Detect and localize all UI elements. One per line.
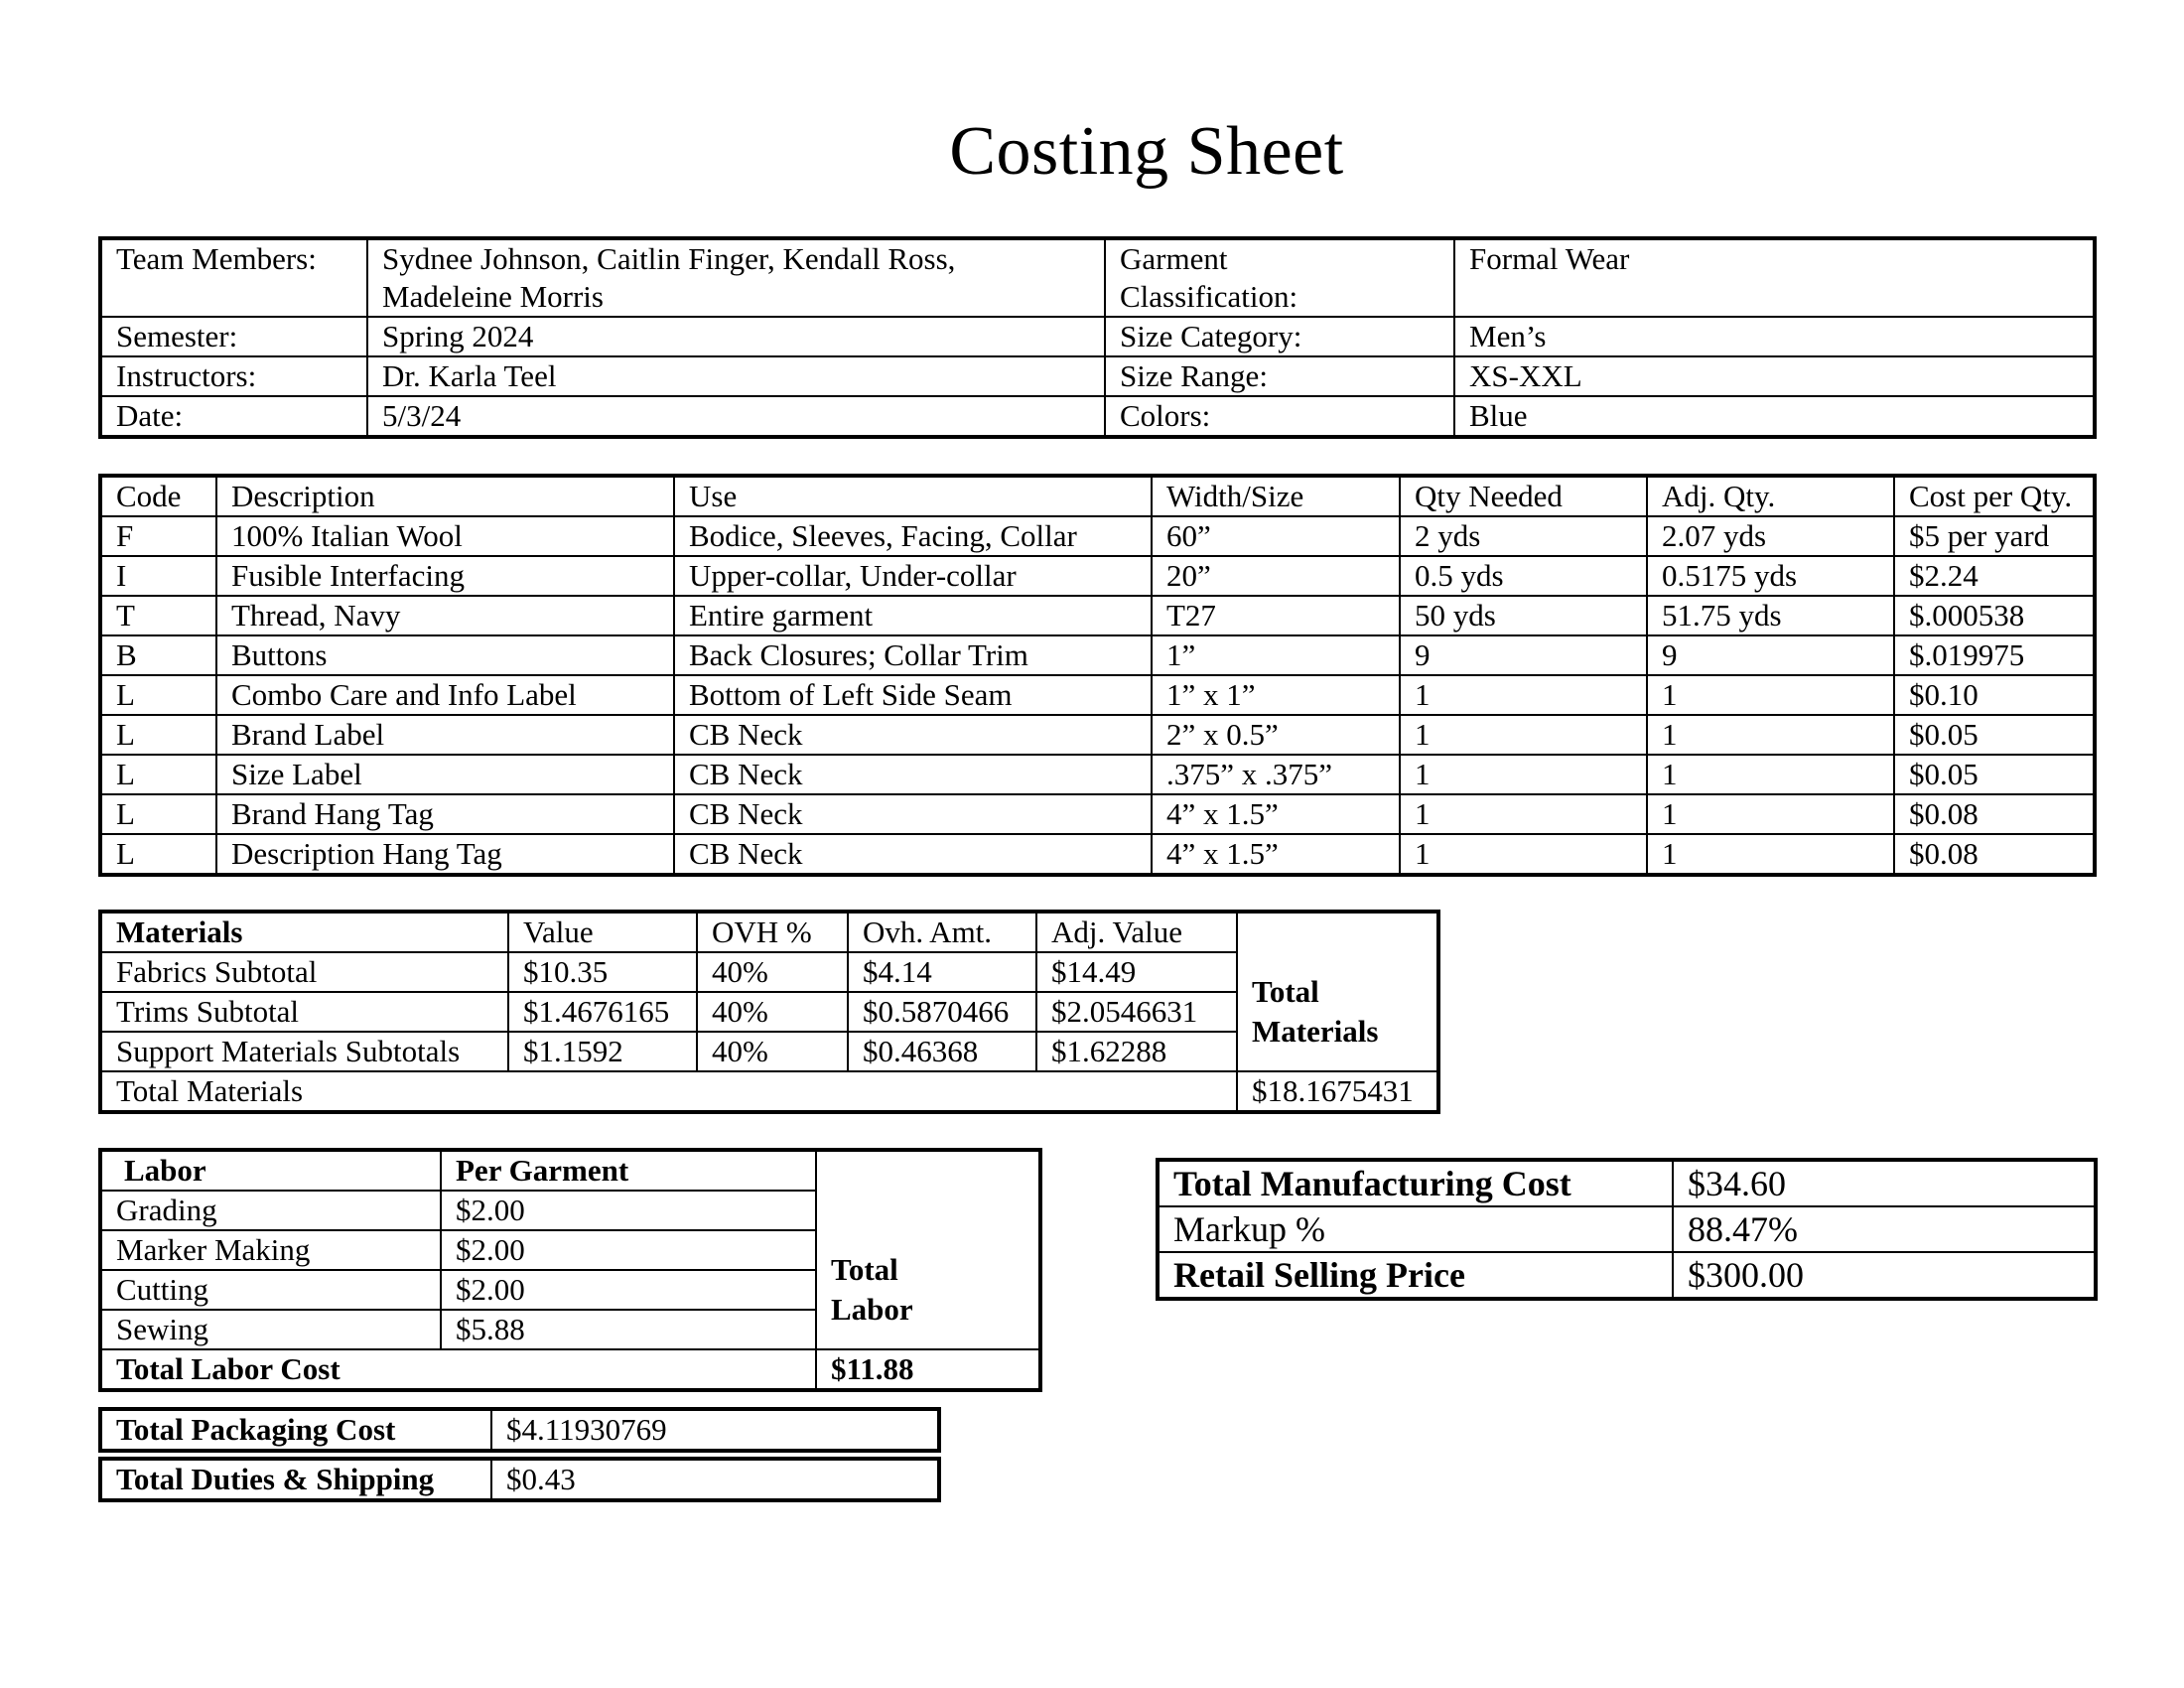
retail-price-value: $300.00 (1673, 1252, 2095, 1298)
table-cell: $0.5870466 (848, 992, 1036, 1032)
packaging-label: Total Packaging Cost (101, 1410, 491, 1450)
labor-header-row (101, 1151, 1039, 1191)
table-cell: 100% Italian Wool (216, 516, 674, 556)
table-cell: $0.05 (1894, 755, 2094, 794)
column-header: Labor (101, 1151, 441, 1191)
shipping-table (100, 1459, 939, 1500)
table-row (101, 635, 2094, 675)
total-labor-label: Total Labor Cost (101, 1349, 816, 1389)
table-cell: $2.00 (441, 1191, 816, 1230)
table-cell: 4” x 1.5” (1152, 834, 1400, 874)
table-cell: B (101, 635, 216, 675)
info-row (101, 317, 2094, 356)
table-cell: $5.88 (441, 1310, 816, 1349)
items-table (100, 476, 2095, 875)
table-cell: .375” x .375” (1152, 755, 1400, 794)
labor-table (100, 1150, 1040, 1390)
size-range-value: XS-XXL (1454, 356, 2094, 396)
size-category-label: Size Category: (1105, 317, 1454, 356)
colors-label: Colors: (1105, 396, 1454, 436)
table-cell: 1 (1647, 755, 1894, 794)
table-cell: 1 (1647, 675, 1894, 715)
column-header: Use (674, 477, 1152, 516)
packaging-table (100, 1409, 939, 1451)
total-materials-value: $18.1675431 (1237, 1071, 1437, 1111)
retail-price-label: Retail Selling Price (1159, 1252, 1673, 1298)
table-cell: 50 yds (1400, 596, 1647, 635)
markup-value: 88.47% (1673, 1206, 2095, 1252)
table-cell: $2.24 (1894, 556, 2094, 596)
table-cell: 40% (697, 952, 848, 992)
table-cell: 2 yds (1400, 516, 1647, 556)
table-cell: 2” x 0.5” (1152, 715, 1400, 755)
table-row (101, 1410, 938, 1450)
table-cell: $0.05 (1894, 715, 2094, 755)
table-cell: Buttons (216, 635, 674, 675)
table-row (101, 556, 2094, 596)
table-cell: $0.10 (1894, 675, 2094, 715)
table-cell: Cutting (101, 1270, 441, 1310)
table-cell: Back Closures; Collar Trim (674, 635, 1152, 675)
table-cell: 1 (1400, 715, 1647, 755)
info-row (101, 356, 2094, 396)
table-cell: $0.08 (1894, 794, 2094, 834)
table-cell: $2.00 (441, 1270, 816, 1310)
semester-label: Semester: (101, 317, 367, 356)
table-cell: 9 (1647, 635, 1894, 675)
total-labor-value: $11.88 (816, 1349, 1039, 1389)
table-cell: Description Hang Tag (216, 834, 674, 874)
table-row (101, 794, 2094, 834)
table-cell: Thread, Navy (216, 596, 674, 635)
size-category-value: Men’s (1454, 317, 2094, 356)
table-cell: 1 (1400, 675, 1647, 715)
table-row (101, 596, 2094, 635)
table-row (101, 1460, 938, 1499)
table-cell: Fusible Interfacing (216, 556, 674, 596)
materials-table (100, 912, 1438, 1112)
semester-value: Spring 2024 (367, 317, 1105, 356)
materials-header-row (101, 913, 1437, 952)
table-cell: 1 (1400, 755, 1647, 794)
table-cell: L (101, 834, 216, 874)
colors-value: Blue (1454, 396, 2094, 436)
table-cell: Brand Hang Tag (216, 794, 674, 834)
table-row (1159, 1252, 2095, 1298)
table-row (101, 516, 2094, 556)
table-cell: $.000538 (1894, 596, 2094, 635)
table-cell: Bodice, Sleeves, Facing, Collar (674, 516, 1152, 556)
packaging-value: $4.11930769 (491, 1410, 938, 1450)
garment-classification-label: Garment Classification: (1105, 239, 1454, 317)
column-header: Width/Size (1152, 477, 1400, 516)
table-cell: 40% (697, 992, 848, 1032)
table-row (101, 715, 2094, 755)
items-header-row (101, 477, 2094, 516)
table-cell: 1” (1152, 635, 1400, 675)
table-cell: $0.08 (1894, 834, 2094, 874)
manufacturing-cost-value: $34.60 (1673, 1161, 2095, 1206)
table-cell: 0.5 yds (1400, 556, 1647, 596)
column-header: Cost per Qty. (1894, 477, 2094, 516)
column-header: Adj. Qty. (1647, 477, 1894, 516)
table-cell: 1 (1647, 715, 1894, 755)
table-cell: $1.4676165 (508, 992, 697, 1032)
table-cell: Combo Care and Info Label (216, 675, 674, 715)
table-cell: L (101, 755, 216, 794)
table-cell: L (101, 794, 216, 834)
shipping-value: $0.43 (491, 1460, 938, 1499)
total-labor-heading: Total Labor (816, 1151, 1039, 1349)
table-cell: Entire garment (674, 596, 1152, 635)
info-row (101, 396, 2094, 436)
column-header: OVH % (697, 913, 848, 952)
table-cell: I (101, 556, 216, 596)
table-cell: Upper-collar, Under-collar (674, 556, 1152, 596)
instructors-label: Instructors: (101, 356, 367, 396)
table-cell: Sewing (101, 1310, 441, 1349)
table-cell: T (101, 596, 216, 635)
table-cell: 1 (1647, 794, 1894, 834)
info-table (100, 238, 2095, 437)
table-cell: L (101, 675, 216, 715)
table-cell: $2.00 (441, 1230, 816, 1270)
table-cell: $1.1592 (508, 1032, 697, 1071)
column-header: Adj. Value (1036, 913, 1237, 952)
table-cell: 1 (1400, 794, 1647, 834)
table-cell: $0.46368 (848, 1032, 1036, 1071)
column-header: Materials (101, 913, 508, 952)
column-header: Description (216, 477, 674, 516)
table-row (101, 1071, 1437, 1111)
table-cell: $.019975 (1894, 635, 2094, 675)
instructors-value: Dr. Karla Teel (367, 356, 1105, 396)
table-cell: Fabrics Subtotal (101, 952, 508, 992)
table-cell: Bottom of Left Side Seam (674, 675, 1152, 715)
garment-classification-value: Formal Wear (1454, 239, 2094, 317)
table-cell: Marker Making (101, 1230, 441, 1270)
table-cell: $4.14 (848, 952, 1036, 992)
table-cell: T27 (1152, 596, 1400, 635)
manufacturing-cost-label: Total Manufacturing Cost (1159, 1161, 1673, 1206)
table-cell: CB Neck (674, 794, 1152, 834)
size-range-label: Size Range: (1105, 356, 1454, 396)
table-cell: $2.0546631 (1036, 992, 1237, 1032)
table-cell: Grading (101, 1191, 441, 1230)
table-row (101, 675, 2094, 715)
table-cell: Trims Subtotal (101, 992, 508, 1032)
table-cell: L (101, 715, 216, 755)
column-header: Qty Needed (1400, 477, 1647, 516)
date-label: Date: (101, 396, 367, 436)
table-row (101, 755, 2094, 794)
table-cell: Size Label (216, 755, 674, 794)
table-row (1159, 1161, 2095, 1206)
table-cell: $1.62288 (1036, 1032, 1237, 1071)
total-materials-heading: Total Materials (1237, 913, 1437, 1071)
team-members-value: Sydnee Johnson, Caitlin Finger, Kendall Ross, Madeleine Morris (367, 239, 1105, 317)
table-cell: 9 (1400, 635, 1647, 675)
totals-table (1158, 1160, 2096, 1299)
table-row (101, 1349, 1039, 1389)
table-cell: 20” (1152, 556, 1400, 596)
info-row (101, 239, 2094, 317)
column-header: Per Garment (441, 1151, 816, 1191)
column-header: Code (101, 477, 216, 516)
table-cell: 60” (1152, 516, 1400, 556)
date-value: 5/3/24 (367, 396, 1105, 436)
table-cell: 1 (1400, 834, 1647, 874)
page-title: Costing Sheet (949, 113, 1344, 190)
total-materials-label: Total Materials (101, 1071, 1237, 1111)
column-header: Ovh. Amt. (848, 913, 1036, 952)
table-cell: CB Neck (674, 834, 1152, 874)
table-cell: Support Materials Subtotals (101, 1032, 508, 1071)
table-cell: $5 per yard (1894, 516, 2094, 556)
markup-label: Markup % (1159, 1206, 1673, 1252)
table-cell: 4” x 1.5” (1152, 794, 1400, 834)
table-cell: $14.49 (1036, 952, 1237, 992)
table-cell: F (101, 516, 216, 556)
table-cell: 2.07 yds (1647, 516, 1894, 556)
table-cell: Brand Label (216, 715, 674, 755)
table-cell: 1” x 1” (1152, 675, 1400, 715)
table-cell: $10.35 (508, 952, 697, 992)
table-row (101, 834, 2094, 874)
table-cell: CB Neck (674, 715, 1152, 755)
shipping-label: Total Duties & Shipping (101, 1460, 491, 1499)
table-cell: 0.5175 yds (1647, 556, 1894, 596)
table-row (1159, 1206, 2095, 1252)
table-cell: 40% (697, 1032, 848, 1071)
team-members-label: Team Members: (101, 239, 367, 317)
column-header: Value (508, 913, 697, 952)
table-cell: 1 (1647, 834, 1894, 874)
table-cell: 51.75 yds (1647, 596, 1894, 635)
table-cell: CB Neck (674, 755, 1152, 794)
